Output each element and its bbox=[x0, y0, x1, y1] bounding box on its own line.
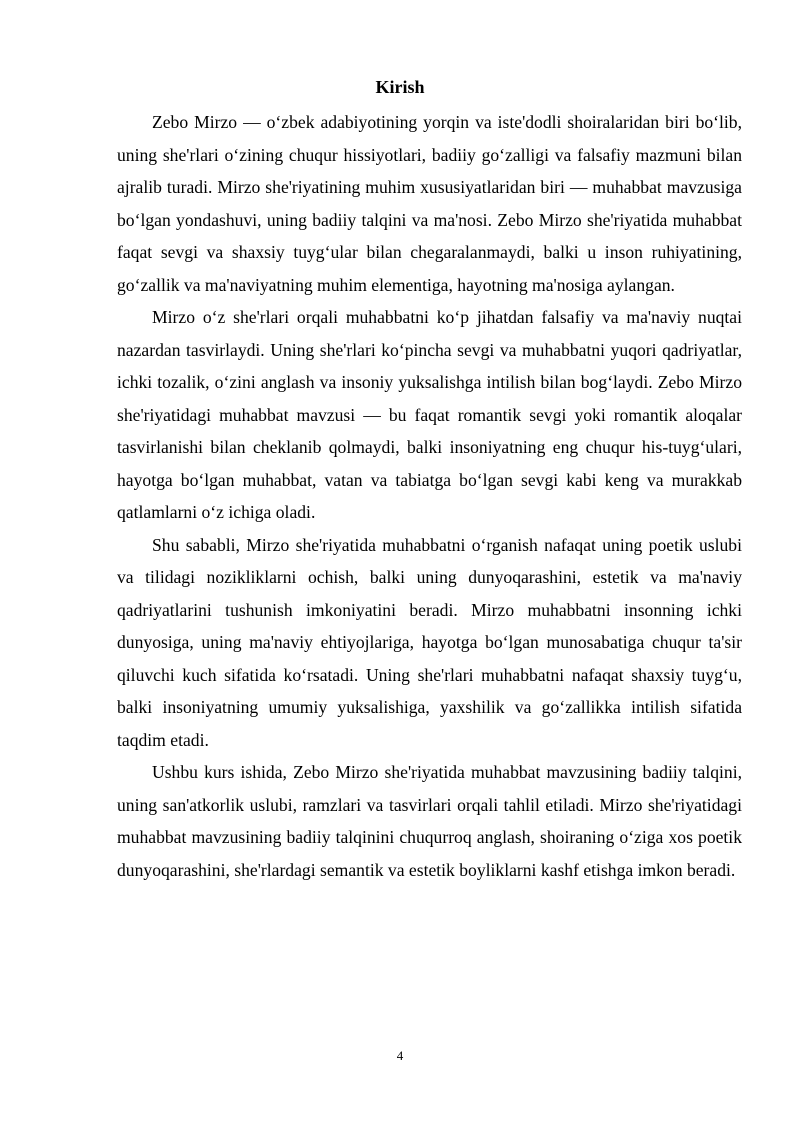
paragraph-2: Mirzo o‘z she'rlari orqali muhabbatni ko‘p jihatdan falsafiy va ma'naviy nuqtai nazardan tasvirlaydi. Uning she'rlari ko‘pincha sevgi va muhabbatni yuqori qadriyatlar, ichki tozalik, o‘zini anglash va insoniy yuksalishga intilish bilan bog‘laydi. Zebo Mirzo she'riyatidagi muhabbat mavzusi — bu faqat romantik sevgi yoki romantik aloqalar tasvirlanishi bilan cheklanib qolmaydi, balki insoniyatning eng chuqur his-tuyg‘ulari, hayotga bo‘lgan muhabbat, vatan va tabiatga bo‘lgan sevgi kabi keng va murakkab qatlamlarni o‘z ichiga oladi. bbox=[117, 307, 742, 522]
paragraph-1: Zebo Mirzo — o‘zbek adabiyotining yorqin va iste'dodli shoiralaridan biri bo‘lib, uning she'rlari o‘zining chuqur hissiyotlari, badiiy go‘zalligi va falsafiy mazmuni bilan ajralib turadi. Mirzo she'riyatining muhim xususiyatlaridan biri — muhabbat mavzusiga bo‘lgan yondashuvi, uning badiiy talqini va ma'nosi. Zebo Mirzo she'riyatida muhabbat faqat sevgi va shaxsiy tuyg‘ular bilan chegaralanmaydi, balki u inson ruhiyatining, go‘zallik va ma'naviyatning muhim elementiga, hayotning ma'nosiga aylangan. bbox=[117, 112, 742, 295]
page-number: 4 bbox=[396, 1048, 404, 1063]
paragraph-3: Shu sababli, Mirzo she'riyatida muhabbatni o‘rganish nafaqat uning poetik uslubi va tilidagi nozikliklarni ochish, balki uning dunyoqarashini, estetik va ma'naviy qadriyatlarini tushunish imkoniyatini beradi. Mirzo muhabbatni insonning ichki dunyosiga, uning ma'naviy ehtiyojlariga, hayotga bo‘lgan munosabatiga chuqur ta'sir qiluvchi kuch sifatida ko‘rsatadi. Uning she'rlari muhabbatni nafaqat shaxsiy tuyg‘u, balki insoniyatning umumiy yuksalishiga, yaxshilik va go‘zallikka intilish sifatida taqdim etadi. bbox=[117, 534, 742, 750]
paragraph-4: Ushbu kurs ishida, Zebo Mirzo she'riyatida muhabbat mavzusining badiiy talqini, uning san'atkorlik uslubi, ramzlari va tasvirlari orqali tahlil etiladi. Mirzo she'riyatidagi muhabbat mavzusining badiiy talqinini chuqurroq anglash, shoiraning o‘ziga xos poetik dunyoqarashini, she'rlardagi semantik va estetik boyliklarni kashf etishga imkon beradi. bbox=[117, 762, 742, 880]
page-title: Kirish bbox=[375, 77, 425, 97]
body-text bbox=[117, 106, 742, 886]
